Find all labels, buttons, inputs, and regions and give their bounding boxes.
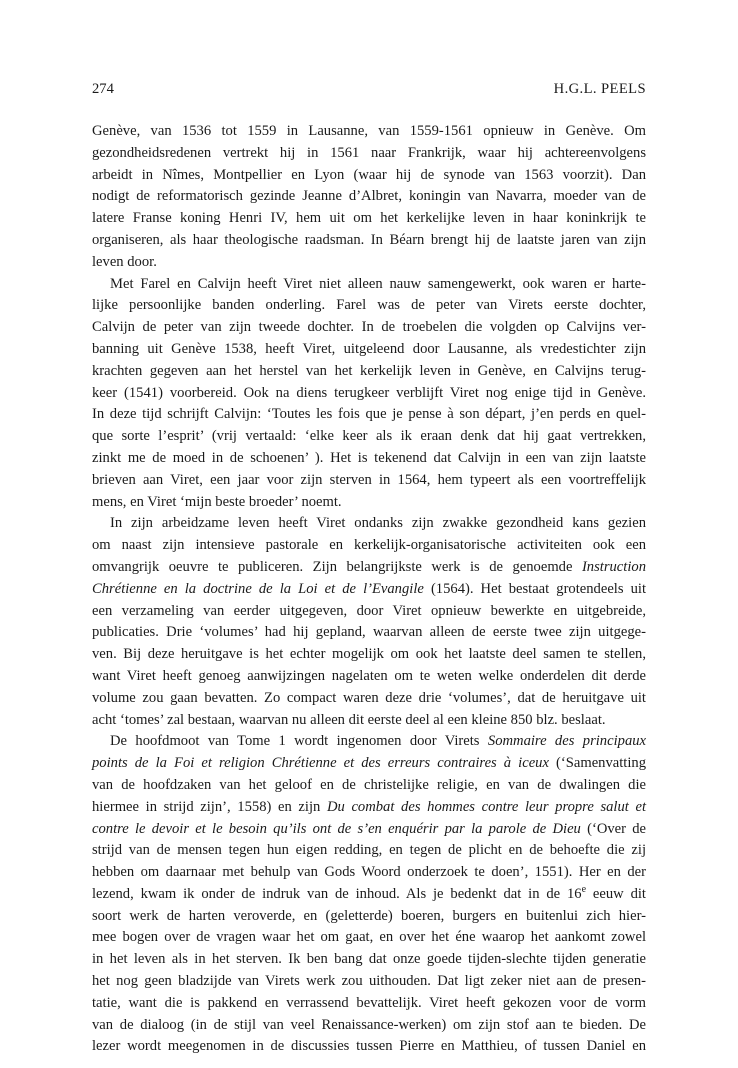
text-line: Calvijn de peter van zijn tweede dochter. In de troebelen die volgden op Calvijns ver- <box>92 319 646 336</box>
text-line: arbeidt in Nîmes, Montpellier en Lyon (waar hij de synode van 1563 voorzit). Dan <box>92 166 646 183</box>
italic-title: Sommaire des principaux <box>487 733 647 750</box>
text-line: volume zou gaan bevatten. Zo compact waren deze drie ‘volumes’, dat de heruitgave uit <box>92 689 646 706</box>
text-line <box>92 557 646 579</box>
text-line: gezondheidsredenen vertrekt hij in 1561 naar Frankrijk, waar hij achtereenvolgens <box>92 144 646 161</box>
body-text <box>92 121 646 1058</box>
text-line <box>92 579 646 601</box>
paragraph-4 <box>92 731 646 1058</box>
text-line: leven door. <box>92 253 157 270</box>
text-line: strijd van de mensen tegen hun eigen redding, en tegen de plicht en de behoefte die zij <box>92 842 646 859</box>
text-line: publicaties. Drie ‘volumes’ had hij gepland, waarvan alleen de eerste twee zijn uitgege- <box>92 624 646 641</box>
text-line: que sorte l’esprit’ (vrij vertaald: ‘elke keer als ik eraan denk dat hij gaat vertrekken, <box>92 428 646 445</box>
text-line: Genève, van 1536 tot 1559 in Lausanne, van 1559-1561 opnieuw in Genève. Om <box>92 123 646 139</box>
text-line <box>92 819 646 841</box>
text-line: het nog geen bladzijde van Virets werk zou uithouden. Dat ligt zeker niet aan de presen- <box>92 973 646 990</box>
text-line: lijke persoonlijke banden onderling. Farel was de peter van Virets eerste dochter, <box>92 297 646 314</box>
paragraph-3 <box>92 513 646 731</box>
text-line: acht ‘tomes’ zal bestaan, waarvan nu alleen dit eerste deel al een kleine 850 blz. beslaat. <box>92 711 606 728</box>
text-line: organiseren, als haar theologische raadsman. In Béarn brengt hij de laatste jaren van zijn <box>92 231 646 248</box>
text-line: soort werk de harten veroverde, en (geletterde) boeren, burgers en buitenlui zich hier- <box>92 907 646 924</box>
text-line <box>92 884 646 906</box>
text-line <box>92 753 646 775</box>
text-line: hebben om daarnaar met behulp van Gods Woord onderzoek te doen’, 1551). Her en der <box>92 864 646 881</box>
text-fragment: eeuw dit <box>586 885 646 902</box>
text-line: want Viret heeft genoeg aanwijzingen nagelaten om te weten welke onderdelen dit derde <box>92 667 646 684</box>
text-line: van de hoofdzaken van het geloof en de christelijke religie, en van de dwalingen die <box>92 776 646 793</box>
paragraph-2 <box>92 274 646 514</box>
italic-title: contre le devoir et le besoin qu’ils ont de s’en enquérir par la parole de Dieu <box>92 820 581 837</box>
italic-title: points de la Foi et religion Chrétienne et des erreurs contraires à iceux <box>92 755 549 772</box>
text-line: krachten gegeven aan het herstel van het kerkelijk leven in Genève, en Calvijns terug- <box>92 362 646 379</box>
text-line: zinkt me de moed in de schoenen’ ). Het is tekenend dat Calvijn in een van zijn laatste <box>92 449 646 466</box>
text-line: nodigt de reformatorisch gezinde Jeanne d’Albret, koningin van Navarra, moeder van de <box>92 188 646 205</box>
text-line: mens, en Viret ‘mijn beste broeder’ noemt. <box>92 493 342 510</box>
text-line: brieven aan Viret, een jaar voor zijn sterven in 1564, hem typeert als een voortreffelijk <box>92 471 646 488</box>
text-line: banning uit Genève 1538, heeft Viret, uitgeleend door Lausanne, als vredestichter zijn <box>92 340 646 357</box>
text-line: ven. Bij deze heruitgave is het echter mogelijk om ook het laatste deel samen te stellen, <box>92 646 646 663</box>
text-line: mee bogen over de vragen waar het om gaat, en over het éne waarop het aankomt zowel <box>92 929 646 946</box>
text-fragment: lezend, kwam ik onder de indruk van de inhoud. Als je bedenkt dat in de 16 <box>92 885 582 902</box>
running-head: H.G.L. PEELS <box>553 81 646 97</box>
text-fragment: (‘Over de <box>580 820 647 837</box>
superscript: e <box>581 883 587 895</box>
text-line: latere Franse koning Henri IV, hem uit om het kerkelijke leven in haar koninkrijk te <box>92 210 646 227</box>
text-line: tatie, want die is pakkend en verrassend bevattelijk. Viret heeft gekozen voor de vorm <box>92 994 646 1011</box>
text-fragment: hiermee in strijd zijn’, 1558) en zijn <box>92 798 321 815</box>
text-line: In zijn arbeidzame leven heeft Viret ondanks zijn zwakke gezondheid kans gezien <box>110 515 646 532</box>
text-line: Met Farel en Calvijn heeft Viret niet alleen nauw samengewerkt, ook waren er harte- <box>110 275 646 292</box>
text-line: om naast zijn intensieve pastorale en kerkelijk-organisatorische activiteiten ook een <box>92 537 646 554</box>
text-fragment: omvangrijk oeuvre te publiceren. Zijn belangrijkste werk is de genoemde <box>92 558 573 575</box>
text-line: lezer wordt meegenomen in de discussies tussen Pierre en Matthieu, of tussen Daniel en <box>92 1038 646 1055</box>
text-line: in het leven als in het sterven. Ik ben bang dat onze goede tijden-slechte tijden generatie <box>92 951 646 968</box>
text-line: keer (1541) voorbereid. Ook na diens terugkeer verblijft Viret nog enige tijd in Genève. <box>92 384 646 401</box>
italic-title: Instruction <box>581 558 646 575</box>
page-number: 274 <box>92 81 114 97</box>
italic-title: Chrétienne en la doctrine de la Loi et de l’Evangile <box>92 580 424 597</box>
text-line: In deze tijd schrijft Calvijn: ‘Toutes les fois que je pense à son départ, j’en perds en quel- <box>92 406 646 423</box>
text-fragment: (1564). Het bestaat grotendeels uit <box>423 580 647 597</box>
text-fragment: (‘Samenvatting <box>548 755 646 772</box>
paragraph-1 <box>92 121 646 274</box>
text-fragment: De hoofdmoot van Tome 1 wordt ingenomen door Virets <box>110 733 480 750</box>
text-line <box>92 731 646 753</box>
text-line: een verzameling van eerder uitgegeven, door Viret opnieuw bewerkte en uitgebreide, <box>92 602 646 619</box>
italic-title: Du combat des hommes contre leur propre salut et <box>326 798 647 815</box>
text-line <box>92 797 646 819</box>
text-line: van de dialoog (in de stijl van veel Renaissance-werken) om zijn stof aan te bieden. De <box>92 1016 646 1033</box>
